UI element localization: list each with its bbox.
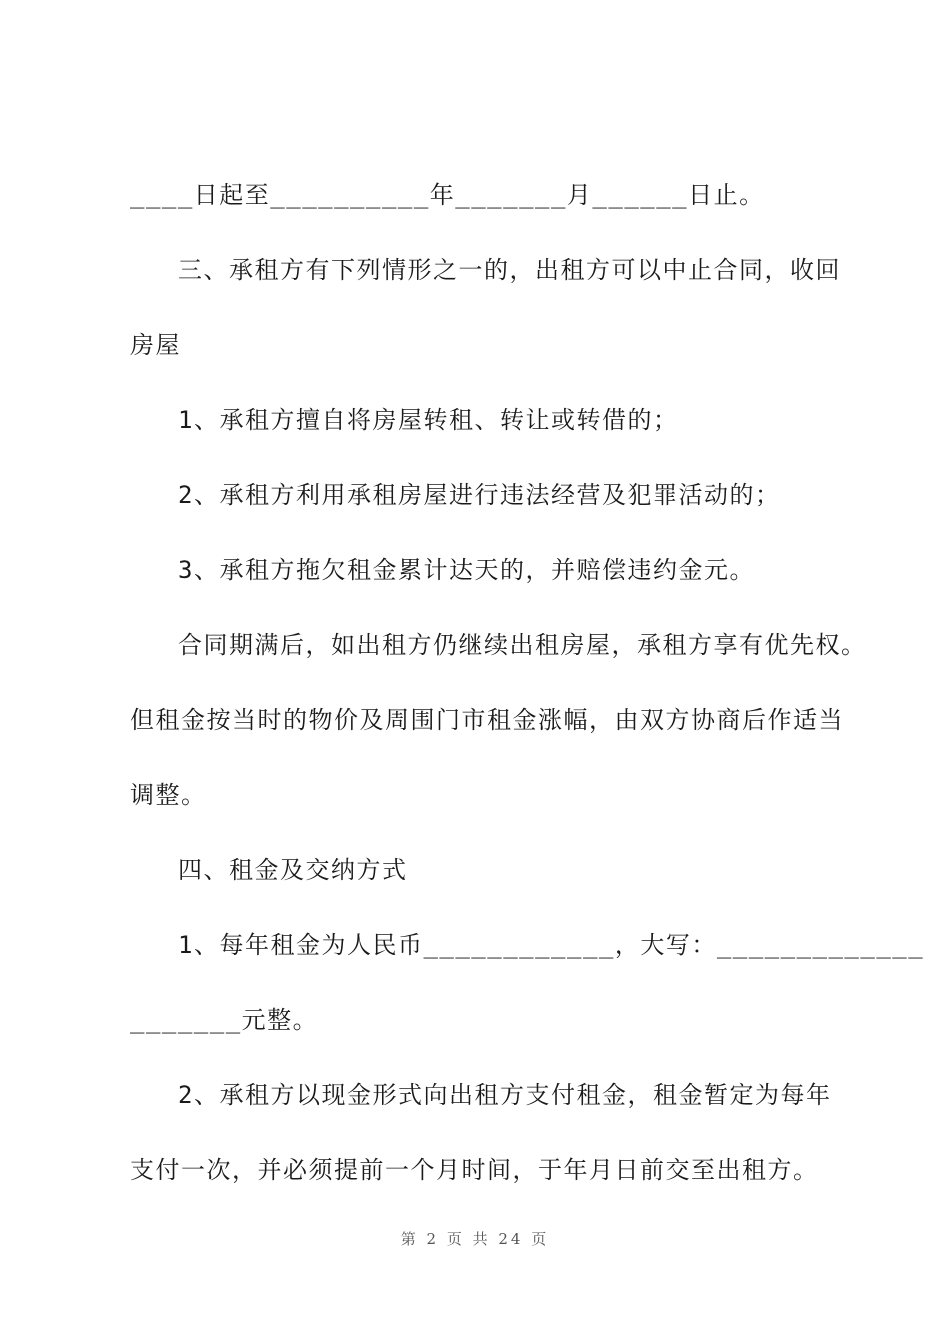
renewal-paragraph: 合同期满后，如出租方仍继续出租房屋，承租方享有优先权。 <box>178 631 867 659</box>
lease-term-line: ____日起至__________年_______月______日止。 <box>130 181 765 209</box>
clause-three-heading: 三、承租方有下列情形之一的，出租方可以中止合同，收回 <box>178 256 841 284</box>
clause-three-heading-cont: 房屋 <box>130 331 181 359</box>
clause-three-item-1: 1、承租方擅自将房屋转租、转让或转借的； <box>178 406 679 434</box>
clause-four-item-2: 2、承租方以现金形式向出租方支付租金，租金暂定为每年 <box>178 1081 832 1109</box>
renewal-paragraph-end: 调整。 <box>130 781 207 809</box>
clause-four-item-2-cont: 支付一次，并必须提前一个月时间，于年月日前交至出租方。 <box>130 1156 819 1184</box>
clause-three-item-3: 3、承租方拖欠租金累计达天的，并赔偿违约金元。 <box>178 556 755 584</box>
page-number-footer: 第 2 页 共 24 页 <box>400 1230 550 1248</box>
clause-four-item-1: 1、每年租金为人民币____________，大写：_____________ <box>178 931 925 959</box>
clause-three-item-2: 2、承租方利用承租房屋进行违法经营及犯罪活动的； <box>178 481 781 509</box>
clause-four-heading: 四、租金及交纳方式 <box>178 856 408 884</box>
clause-four-item-1-cont: _______元整。 <box>130 1006 319 1034</box>
renewal-paragraph-cont: 但租金按当时的物价及周围门市租金涨幅，由双方协商后作适当 <box>130 706 844 734</box>
